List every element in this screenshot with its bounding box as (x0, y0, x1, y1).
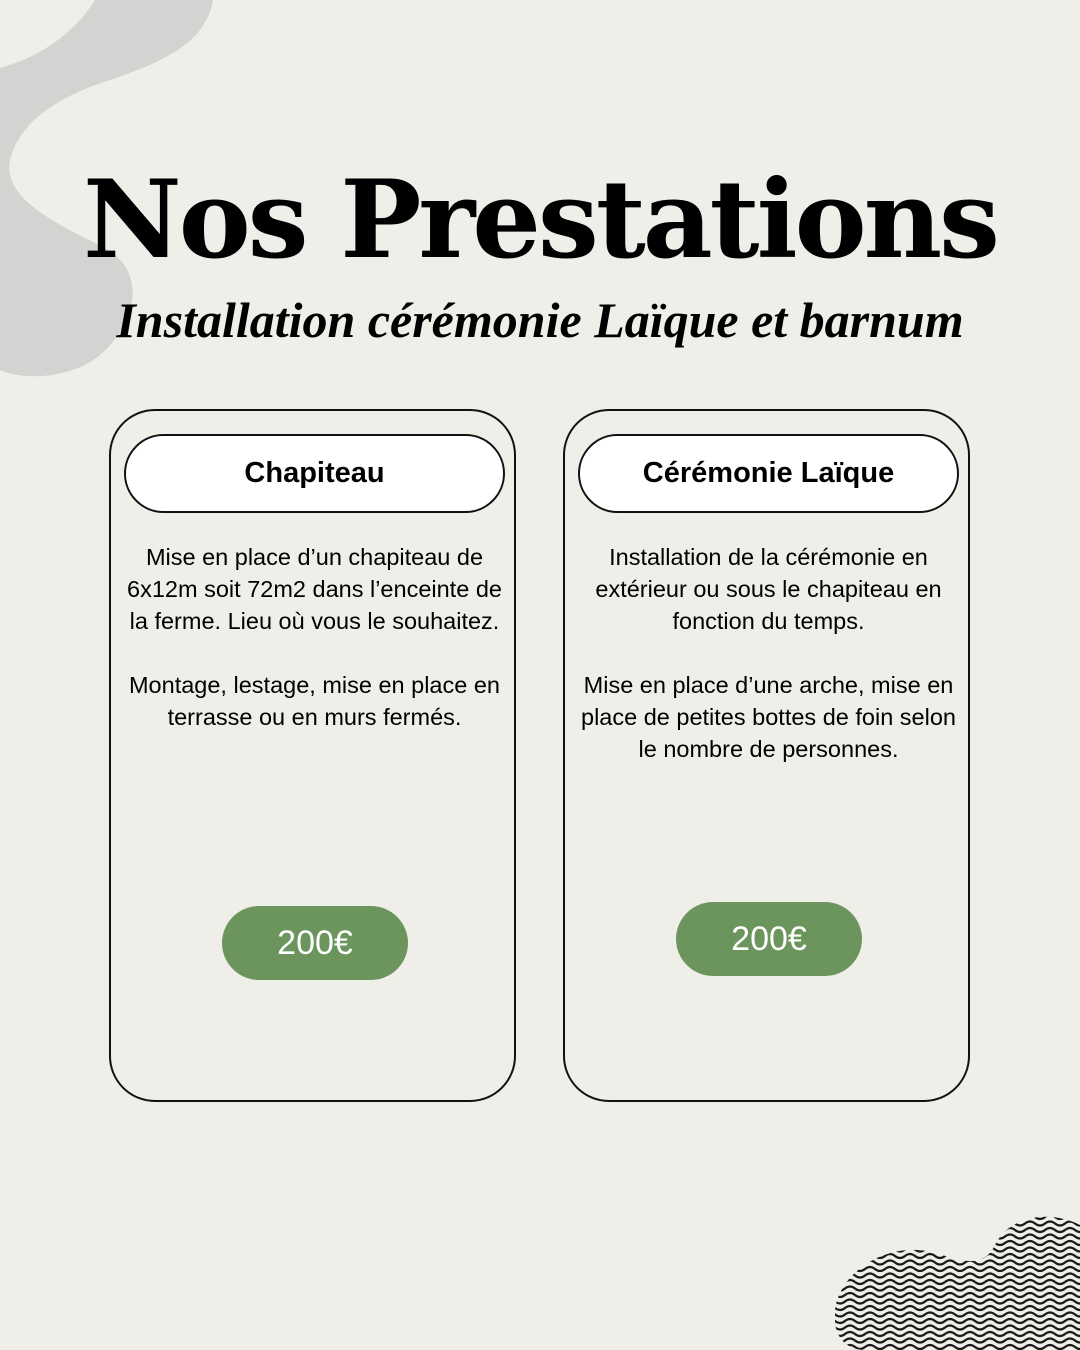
card-paragraph: Mise en place d’une arche, mise en place de petites bottes de foin selon le nombre de personnes. (581, 672, 956, 762)
wave-line (835, 1215, 1080, 1219)
wave-line (835, 1319, 1080, 1323)
wave-line (835, 1280, 1080, 1284)
card-paragraph: Installation de la cérémonie en extérieur ou sous le chapiteau en fonction du temps. (595, 544, 942, 634)
wave-line (835, 1345, 1080, 1349)
card-description-chapiteau (125, 541, 504, 765)
service-card-ceremonie-laique (563, 409, 970, 1102)
price-badge-chapiteau: 200€ (222, 906, 408, 980)
page-title: Nos Prestations (83, 157, 997, 283)
decorative-wave-blob-bottom-right (835, 1215, 1080, 1350)
wave-line (835, 1287, 1080, 1291)
card-paragraph: Montage, lestage, mise en place en terrasse ou en murs fermés. (128, 672, 500, 730)
card-paragraph: Mise en place d’un chapiteau de 6x12m soit 72m2 dans l’enceinte de la ferme. Lieu où vous le souhaitez. (127, 544, 502, 634)
wave-line (835, 1261, 1080, 1265)
wave-line (835, 1313, 1080, 1317)
wave-line (835, 1326, 1080, 1330)
wave-line (835, 1306, 1080, 1310)
service-card-chapiteau (109, 409, 516, 1102)
card-title-ceremonie-laique: Cérémonie Laïque (578, 434, 959, 513)
wave-line (835, 1267, 1080, 1271)
wave-line (835, 1248, 1080, 1252)
price-badge-ceremonie-laique: 200€ (676, 902, 862, 976)
wave-line (835, 1332, 1080, 1336)
wave-line (835, 1235, 1080, 1239)
wave-line (835, 1274, 1080, 1278)
card-title-chapiteau: Chapiteau (124, 434, 505, 513)
wave-line (835, 1241, 1080, 1245)
wave-line (835, 1228, 1080, 1232)
wave-line (835, 1339, 1080, 1343)
wave-line (835, 1300, 1080, 1304)
card-description-ceremonie-laique (579, 541, 958, 797)
wave-line (835, 1293, 1080, 1297)
wave-line (835, 1222, 1080, 1226)
wave-line (835, 1254, 1080, 1258)
page-subtitle: Installation cérémonie Laïque et barnum (116, 292, 964, 348)
